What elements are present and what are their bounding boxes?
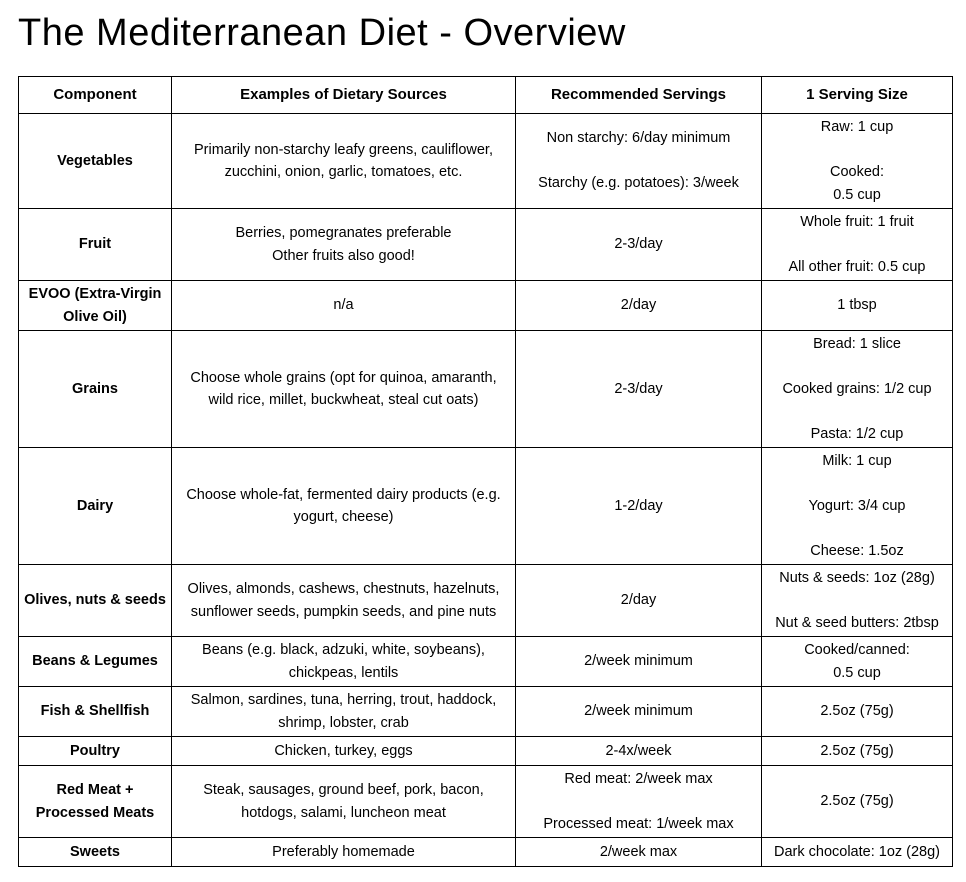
diet-table bbox=[18, 76, 953, 867]
cell-line: 2-3/day bbox=[614, 380, 663, 397]
cell-line: Choose whole-fat, fermented dairy products (e.g. bbox=[186, 486, 501, 503]
cell-line: 0.5 cup bbox=[833, 186, 881, 203]
cell-line bbox=[765, 517, 949, 540]
cell-size bbox=[762, 838, 953, 867]
cell-line: EVOO (Extra-Virgin bbox=[28, 286, 162, 302]
cell-servings bbox=[516, 331, 762, 448]
cell-line bbox=[519, 150, 758, 173]
cell-size bbox=[762, 331, 953, 448]
cell-line: Chicken, turkey, eggs bbox=[274, 742, 413, 759]
header-servings: Recommended Servings bbox=[516, 77, 762, 114]
table-row bbox=[19, 838, 953, 867]
cell-component bbox=[19, 737, 172, 766]
header-sources: Examples of Dietary Sources bbox=[172, 77, 516, 114]
cell-line: 2-4x/week bbox=[605, 742, 672, 759]
table-row bbox=[19, 281, 953, 331]
table-row bbox=[19, 565, 953, 637]
table-row bbox=[19, 637, 953, 687]
table-row bbox=[19, 331, 953, 448]
header-component: Component bbox=[19, 77, 172, 114]
cell-size bbox=[762, 209, 953, 281]
cell-line: hotdogs, salami, luncheon meat bbox=[241, 804, 446, 821]
cell-line: Processed Meats bbox=[35, 804, 155, 821]
cell-line: Red meat: 2/week max bbox=[564, 770, 713, 787]
cell-line: Pasta: 1/2 cup bbox=[810, 425, 904, 442]
cell-line: Sweets bbox=[70, 843, 120, 860]
cell-line: 2/week max bbox=[599, 843, 678, 860]
cell-size bbox=[762, 637, 953, 687]
cell-servings bbox=[516, 114, 762, 209]
cell-servings bbox=[516, 565, 762, 637]
cell-component bbox=[19, 331, 172, 448]
cell-component bbox=[19, 687, 172, 737]
cell-line: 2-3/day bbox=[614, 236, 663, 253]
cell-servings bbox=[516, 637, 762, 687]
cell-line: 1-2/day bbox=[614, 497, 663, 514]
cell-line bbox=[765, 589, 949, 612]
cell-line: n/a bbox=[333, 297, 354, 314]
cell-sources bbox=[172, 281, 516, 331]
cell-size bbox=[762, 448, 953, 565]
cell-line: 2/day bbox=[620, 297, 657, 314]
cell-servings bbox=[516, 209, 762, 281]
cell-size bbox=[762, 114, 953, 209]
cell-sources bbox=[172, 737, 516, 766]
cell-line: Vegetables bbox=[57, 152, 133, 169]
cell-line: sunflower seeds, pumpkin seeds, and pine nuts bbox=[190, 603, 497, 620]
page-title: The Mediterranean Diet - Overview bbox=[18, 12, 626, 54]
cell-sources bbox=[172, 687, 516, 737]
cell-line: Preferably homemade bbox=[272, 843, 415, 860]
cell-line: Primarily non-starchy leafy greens, cauliflower, bbox=[194, 141, 493, 158]
cell-line: Whole fruit: 1 fruit bbox=[800, 213, 914, 230]
cell-line: Cheese: 1.5oz bbox=[810, 542, 904, 559]
cell-line: Steak, sausages, ground beef, pork, bacon, bbox=[203, 782, 484, 798]
cell-component bbox=[19, 209, 172, 281]
cell-sources bbox=[172, 766, 516, 838]
cell-sources bbox=[172, 565, 516, 637]
cell-component bbox=[19, 838, 172, 867]
cell-sources bbox=[172, 838, 516, 867]
cell-component bbox=[19, 766, 172, 838]
cell-sources bbox=[172, 448, 516, 565]
cell-line: Other fruits also good! bbox=[272, 247, 415, 264]
cell-size bbox=[762, 565, 953, 637]
cell-sources bbox=[172, 114, 516, 209]
table-row bbox=[19, 448, 953, 565]
cell-line bbox=[765, 472, 949, 495]
cell-component bbox=[19, 114, 172, 209]
cell-line: Raw: 1 cup bbox=[820, 119, 894, 135]
cell-line: yogurt, cheese) bbox=[293, 509, 394, 525]
cell-line: 2/week minimum bbox=[584, 703, 693, 720]
cell-component bbox=[19, 637, 172, 687]
cell-component bbox=[19, 565, 172, 637]
cell-line: 2.5oz (75g) bbox=[820, 742, 894, 759]
cell-size bbox=[762, 737, 953, 766]
table-row bbox=[19, 209, 953, 281]
cell-line: Non starchy: 6/day minimum bbox=[546, 130, 731, 147]
cell-servings bbox=[516, 766, 762, 838]
cell-size bbox=[762, 687, 953, 737]
cell-line: Beans & Legumes bbox=[32, 653, 158, 670]
cell-line: Nuts & seeds: 1oz (28g) bbox=[779, 569, 935, 586]
cell-line: Nut & seed butters: 2tbsp bbox=[775, 614, 939, 631]
table-row bbox=[19, 737, 953, 766]
cell-line: Cooked: bbox=[829, 164, 884, 180]
cell-sources bbox=[172, 209, 516, 281]
cell-line: shrimp, lobster, crab bbox=[278, 714, 409, 731]
cell-line: Choose whole grains (opt for quinoa, amaranth, bbox=[190, 369, 497, 386]
cell-line: Beans (e.g. black, adzuki, white, soybeans), bbox=[202, 642, 485, 658]
cell-line: 0.5 cup bbox=[833, 664, 881, 681]
cell-line: 2/day bbox=[620, 592, 657, 609]
cell-line: 2/week minimum bbox=[584, 653, 693, 670]
cell-line bbox=[765, 233, 949, 256]
cell-line: Yogurt: 3/4 cup bbox=[808, 497, 906, 514]
table-row bbox=[19, 766, 953, 838]
cell-servings bbox=[516, 687, 762, 737]
cell-servings bbox=[516, 448, 762, 565]
cell-line bbox=[765, 139, 949, 162]
cell-line: Cooked grains: 1/2 cup bbox=[782, 380, 932, 397]
cell-line: wild rice, millet, buckwheat, steal cut oats) bbox=[208, 392, 479, 408]
cell-line: Olives, almonds, cashews, chestnuts, hazelnuts, bbox=[187, 581, 500, 597]
cell-line: Poultry bbox=[70, 742, 120, 759]
table-body bbox=[19, 114, 953, 867]
cell-line: Starchy (e.g. potatoes): 3/week bbox=[538, 175, 739, 192]
cell-line: chickpeas, lentils bbox=[288, 664, 399, 681]
cell-line: All other fruit: 0.5 cup bbox=[788, 258, 926, 275]
cell-size bbox=[762, 281, 953, 331]
cell-line: Dairy bbox=[76, 497, 114, 514]
cell-servings bbox=[516, 737, 762, 766]
table-row bbox=[19, 114, 953, 209]
cell-sources bbox=[172, 637, 516, 687]
header-size: 1 Serving Size bbox=[762, 77, 953, 114]
cell-component bbox=[19, 448, 172, 565]
cell-line: Processed meat: 1/week max bbox=[543, 815, 734, 832]
cell-line: 1 tbsp bbox=[837, 297, 877, 314]
cell-line: 2.5oz (75g) bbox=[820, 703, 894, 720]
cell-size bbox=[762, 766, 953, 838]
cell-line: Olives, nuts & seeds bbox=[24, 592, 166, 609]
cell-line: Berries, pomegranates preferable bbox=[235, 225, 452, 241]
cell-sources bbox=[172, 331, 516, 448]
cell-line: Dark chocolate: 1oz (28g) bbox=[773, 843, 941, 860]
cell-servings bbox=[516, 838, 762, 867]
cell-line bbox=[765, 400, 949, 423]
cell-line: Salmon, sardines, tuna, herring, trout, haddock, bbox=[190, 692, 497, 708]
cell-line: 2.5oz (75g) bbox=[820, 793, 894, 810]
cell-line: Cooked/canned: bbox=[804, 642, 910, 658]
cell-line: zucchini, onion, garlic, tomatoes, etc. bbox=[224, 164, 463, 180]
cell-line bbox=[519, 790, 758, 813]
cell-component bbox=[19, 281, 172, 331]
cell-line: Bread: 1 slice bbox=[813, 335, 901, 352]
table-header-row bbox=[19, 77, 953, 114]
cell-line: Olive Oil) bbox=[63, 308, 127, 325]
cell-line bbox=[765, 355, 949, 378]
cell-servings bbox=[516, 281, 762, 331]
cell-line: Red Meat + bbox=[56, 782, 134, 798]
cell-line: Milk: 1 cup bbox=[822, 452, 892, 469]
cell-line: Fish & Shellfish bbox=[40, 703, 150, 720]
cell-line: Fruit bbox=[78, 236, 112, 253]
table-row bbox=[19, 687, 953, 737]
cell-line: Grains bbox=[72, 380, 118, 397]
